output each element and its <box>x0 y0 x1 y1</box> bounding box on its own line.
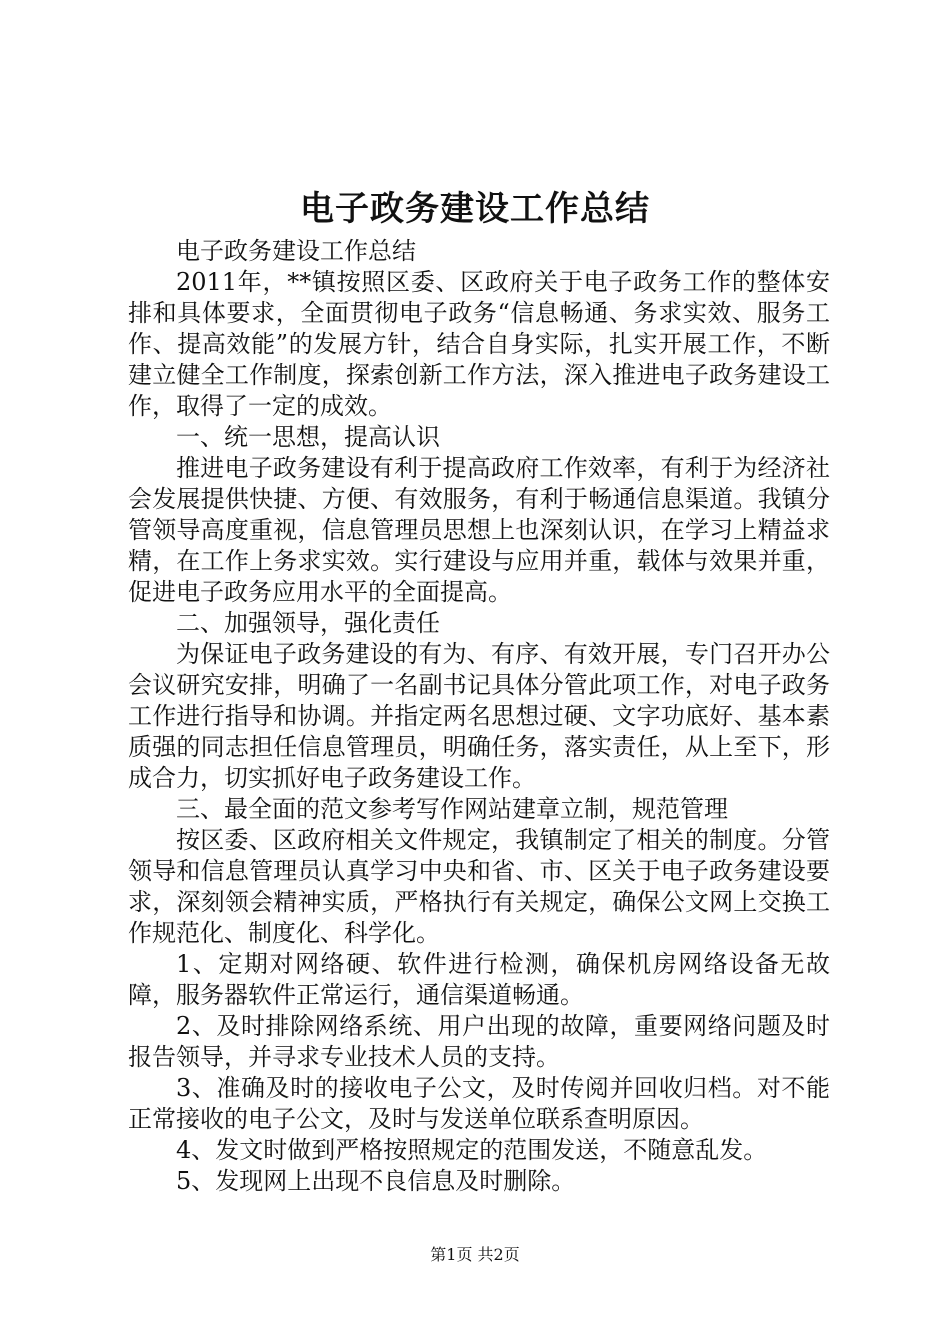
list-item-5: 5、发现网上出现不良信息及时删除。 <box>176 1167 576 1195</box>
section-heading-1: 一、统一思想，提高认识 <box>176 423 440 451</box>
list-item-3: 3、准确及时的接收电子公文，及时传阅并回收归档。对不能正常接收的电子公文，及时与发送单位联系查明原因。 <box>128 1074 830 1133</box>
document-body <box>128 236 830 1197</box>
section-heading-2: 二、加强领导，强化责任 <box>176 609 440 637</box>
paragraph-intro: 2011年，**镇按照区委、区政府关于电子政务工作的整体安排和具体要求，全面贯彻电子政务“信息畅通、务求实效、服务工作、提高效能”的发展方针，结合自身实际，扎实开展工作，不断建立健全工作制度，探索创新工作方法，深入推进电子政务建设工作，取得了一定的成效。 <box>128 268 830 420</box>
list-item-4: 4、发文时做到严格按照规定的范围发送，不随意乱发。 <box>176 1136 768 1164</box>
paragraph-subtitle: 电子政务建设工作总结 <box>176 237 416 265</box>
list-item-1: 1、定期对网络硬、软件进行检测，确保机房网络设备无故障，服务器软件正常运行，通信渠道畅通。 <box>128 950 830 1009</box>
document-title: 电子政务建设工作总结 <box>300 189 650 229</box>
section-heading-3: 三、最全面的范文参考写作网站建章立制，规范管理 <box>176 795 728 823</box>
paragraph-section-1: 推进电子政务建设有利于提高政府工作效率，有利于为经济社会发展提供快捷、方便、有效服务，有利于畅通信息渠道。我镇分管领导高度重视，信息管理员思想上也深刻认识，在学习上精益求精，在工作上务求实效。实行建设与应用并重，载体与效果并重，促进电子政务应用水平的全面提高。 <box>128 454 830 606</box>
list-item-2: 2、及时排除网络系统、用户出现的故障，重要网络问题及时报告领导，并寻求专业技术人员的支持。 <box>128 1012 830 1071</box>
page-footer: 第1页 共2页 <box>430 1245 520 1264</box>
paragraph-section-2: 为保证电子政务建设的有为、有序、有效开展，专门召开办公会议研究安排，明确了一名副书记具体分管此项工作，对电子政务工作进行指导和协调。并指定两名思想过硬、文字功底好、基本素质强的同志担任信息管理员，明确任务，落实责任，从上至下，形成合力，切实抓好电子政务建设工作。 <box>128 640 830 792</box>
paragraph-section-3: 按区委、区政府相关文件规定，我镇制定了相关的制度。分管领导和信息管理员认真学习中央和省、市、区关于电子政务建设要求，深刻领会精神实质，严格执行有关规定，确保公文网上交换工作规范化、制度化、科学化。 <box>128 826 830 947</box>
